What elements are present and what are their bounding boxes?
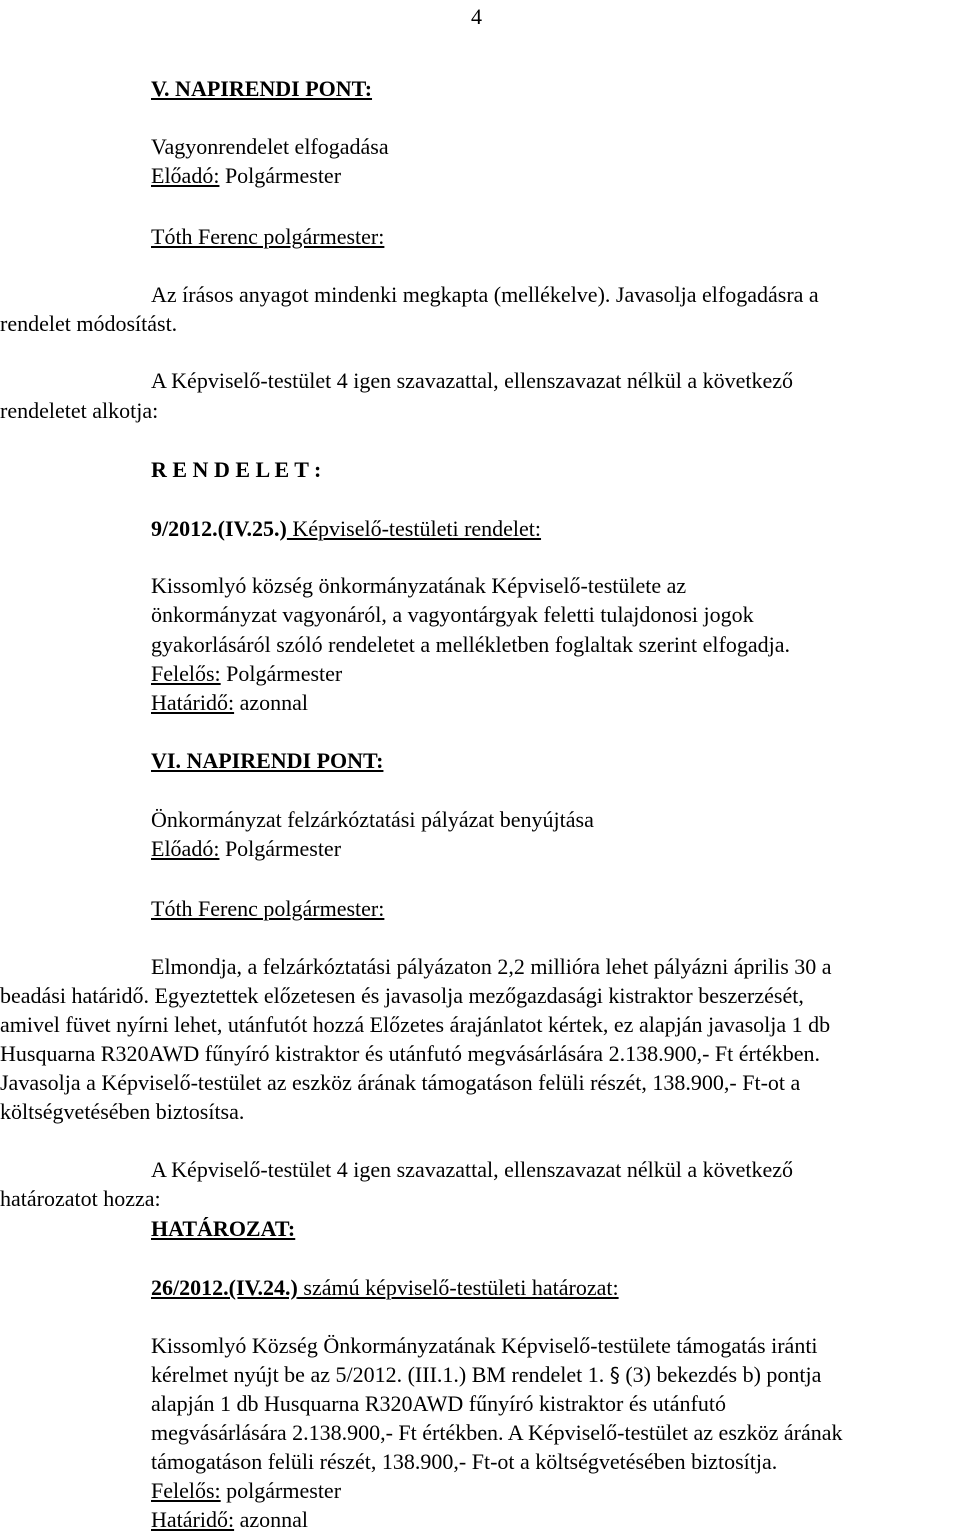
section-5-presenter <box>151 163 341 189</box>
section-6-heading-text: VI. NAPIRENDI PONT: <box>151 748 384 773</box>
section-6-speech-line: Husquarna R320AWD fűnyíró kistraktor és utánfutó megvásárlására 2.138.900,- Ft értékben. <box>0 1041 820 1066</box>
presenter-label: Előadó: <box>151 836 220 861</box>
resolution-title-line <box>151 1275 619 1301</box>
presenter-value: Polgármester <box>219 836 342 861</box>
section-6-presenter <box>151 836 341 862</box>
presenter-value: Polgármester <box>219 163 342 188</box>
section-6-responsible <box>151 1478 341 1504</box>
section-5-heading: V. NAPIRENDI PONT: <box>151 76 373 101</box>
decree-heading: R E N D E L E T : <box>151 457 322 482</box>
resolution-body-line: támogatáson felüli részét, 138.900,- Ft-ot a költségvetésében biztosítja. <box>151 1449 778 1474</box>
section-5-responsible <box>151 661 342 687</box>
resolution-number: 26/2012.(IV.24.) <box>151 1275 298 1300</box>
section-6-deadline <box>151 1507 308 1533</box>
deadline-label: Határidő: <box>151 690 235 715</box>
deadline-value: azonnal <box>234 1507 308 1532</box>
paragraph-sign-icon: § <box>609 1363 620 1387</box>
responsible-value: Polgármester <box>220 661 343 686</box>
section-6-speech-line: költségvetésében biztosítsa. <box>0 1099 245 1124</box>
section-5-deadline <box>151 690 308 716</box>
section-6-vote-line: A Képviselő-testület 4 igen szavazattal, ellenszavazat nélkül a következő <box>151 1157 794 1182</box>
section-5-topic: Vagyonrendelet elfogadása <box>151 134 389 159</box>
resolution-body-text: (3) bekezdés b) pontja <box>619 1362 822 1387</box>
resolution-body-text: kérelmet nyújt be az 5/2012. (III.1.) BM rendelet 1. <box>151 1362 610 1387</box>
decree-body-line: Kissomlyó község önkormányzatának Képviselő-testülete az <box>151 573 687 598</box>
section-5-speaker-label: Tóth Ferenc polgármester: <box>151 224 385 249</box>
section-5-speech-line: Az írásos anyagot mindenki megkapta (mellékelve). Javasolja elfogadásra a <box>151 282 819 307</box>
section-5-speech-line: rendelet módosítást. <box>0 311 178 336</box>
section-6-speech-line: Elmondja, a felzárkóztatási pályázaton 2,2 millióra lehet pályázni április 30 a <box>151 954 832 979</box>
deadline-value: azonnal <box>234 690 308 715</box>
section-6-speaker-label: Tóth Ferenc polgármester: <box>151 896 385 921</box>
section-6-speech-line: Javasolja a Képviselő-testület az eszköz árának támogatáson felüli részét, 138.900,- Ft-ot a <box>0 1070 801 1095</box>
resolution-body-line: alapján 1 db Husquarna R320AWD fűnyíró kistraktor és utánfutó <box>151 1391 726 1416</box>
section-6-speech-line: amivel füvet nyírni lehet, utánfutót hozzá Előzetes árajánlatot kértek, ez alapján javasolja 1 db <box>0 1012 831 1037</box>
resolution-body-line: Kissomlyó Község Önkormányzatának Képviselő-testülete támogatás iránti <box>151 1333 818 1358</box>
decree-body-line: önkormányzat vagyonáról, a vagyontárgyak feletti tulajdonosi jogok <box>151 602 754 627</box>
decree-number: 9/2012.(IV.25.) <box>151 516 287 541</box>
resolution-body-line <box>151 1362 821 1388</box>
responsible-value: polgármester <box>220 1478 342 1503</box>
deadline-label: Határidő: <box>151 1507 235 1532</box>
decree-body-line: gyakorlásáról szóló rendeletet a mellékletben foglaltak szerint elfogadja. <box>151 632 790 657</box>
decree-title: Képviselő-testületi rendelet: <box>286 516 542 541</box>
resolution-body-line: megvásárlására 2.138.900,- Ft értékben. A Képviselő-testület az eszköz árának <box>151 1420 843 1445</box>
resolution-heading: HATÁROZAT: <box>151 1216 296 1241</box>
page-number: 4 <box>471 4 482 29</box>
responsible-label: Felelős: <box>151 661 221 686</box>
decree-title-line <box>151 516 541 542</box>
resolution-title: számú képviselő-testületi határozat: <box>297 1275 619 1300</box>
section-6-heading <box>151 748 383 774</box>
section-5-vote-line: A Képviselő-testület 4 igen szavazattal, ellenszavazat nélkül a következő <box>151 368 794 393</box>
responsible-label: Felelős: <box>151 1478 221 1503</box>
presenter-label: Előadó: <box>151 163 220 188</box>
section-6-vote-line: határozatot hozza: <box>0 1186 161 1211</box>
section-6-topic: Önkormányzat felzárkóztatási pályázat benyújtása <box>151 807 594 832</box>
section-6-speech-line: beadási határidő. Egyeztettek előzetesen és javasolja mezőgazdasági kistraktor beszerzését, <box>0 983 804 1008</box>
section-5-vote-line: rendeletet alkotja: <box>0 398 159 423</box>
